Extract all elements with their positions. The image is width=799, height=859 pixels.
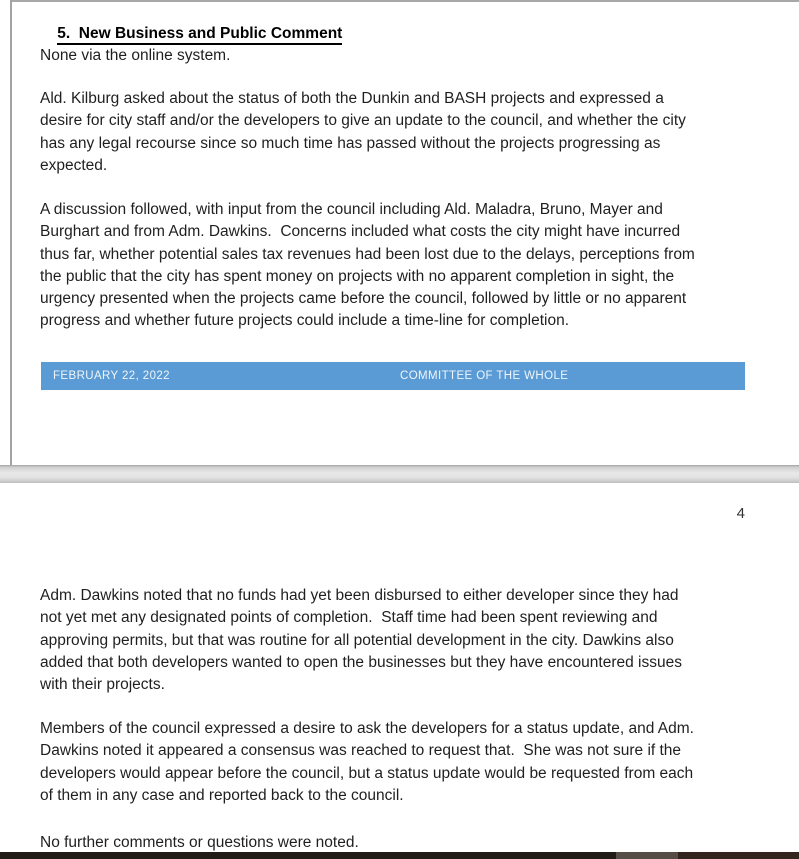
text-line: Burghart and from Adm. Dawkins. Concerns included what costs the city might have incurred — [40, 223, 681, 241]
footer-banner — [41, 362, 745, 390]
page-break-separator — [0, 465, 799, 483]
paragraph-intro — [40, 45, 230, 67]
paragraph-kilburg — [40, 88, 686, 177]
text-line: progress and whether future projects could include a time-line for completion. — [40, 312, 569, 330]
page-number: 4 — [736, 505, 745, 522]
text-line: has any legal recourse since so much time has passed without the projects progressing as — [40, 134, 661, 152]
window-bottom-strip — [0, 852, 799, 859]
text-line: A discussion followed, with input from the council including Ald. Maladra, Bruno, Mayer and — [40, 201, 663, 218]
text-line: Members of the council expressed a desire to ask the developers for a status update, and Adm. — [40, 720, 694, 737]
section-heading-text: 5. New Business and Public Comment — [57, 25, 342, 45]
text-line: thus far, whether potential sales tax revenues had been lost due to the delays, perceptions from — [40, 245, 695, 263]
bottom-strip-segment — [616, 852, 678, 859]
text-line: added that both developers wanted to open the businesses but they have encountered issues — [40, 653, 682, 671]
text-line: not yet met any designated points of completion. Staff time had been spent reviewing and — [40, 609, 658, 627]
paragraph-dawkins — [40, 585, 682, 696]
text-line: None via the online system. — [40, 47, 231, 64]
paragraph-members — [40, 718, 694, 807]
bottom-strip-segment — [678, 852, 799, 859]
text-line: Dawkins noted it appeared a consensus was reached to request that. She was not sure if the — [40, 742, 682, 760]
text-line: of them in any case and reported back to the council. — [40, 786, 404, 804]
text-line: No further comments or questions were noted. — [40, 834, 359, 851]
paragraph-discussion — [40, 199, 695, 333]
text-line: expected. — [40, 156, 108, 174]
paragraph-closing — [40, 832, 359, 854]
footer-date: FEBRUARY 22, 2022 — [53, 370, 170, 382]
text-line: desire for city staff and/or the developers to give an update to the council, and whether the city — [40, 112, 686, 130]
text-line: urgency presented when the projects came before the council, followed by little or no apparent — [40, 290, 687, 308]
footer-committee-title: COMMITTEE OF THE WHOLE — [400, 370, 569, 382]
bottom-strip-segment — [0, 852, 616, 859]
text-line: developers would appear before the council, but a status update would be requested from each — [40, 764, 694, 782]
text-line: approving permits, but that was routine for all potential development in the city. Dawkins also — [40, 631, 674, 649]
text-line: Ald. Kilburg asked about the status of both the Dunkin and BASH projects and expressed a — [40, 90, 664, 107]
text-line: Adm. Dawkins noted that no funds had yet been disbursed to either developer since they had — [40, 587, 679, 604]
text-line: the public that the city has spent money on projects with no apparent completion in sight, the — [40, 267, 675, 285]
text-line: with their projects. — [40, 676, 165, 694]
